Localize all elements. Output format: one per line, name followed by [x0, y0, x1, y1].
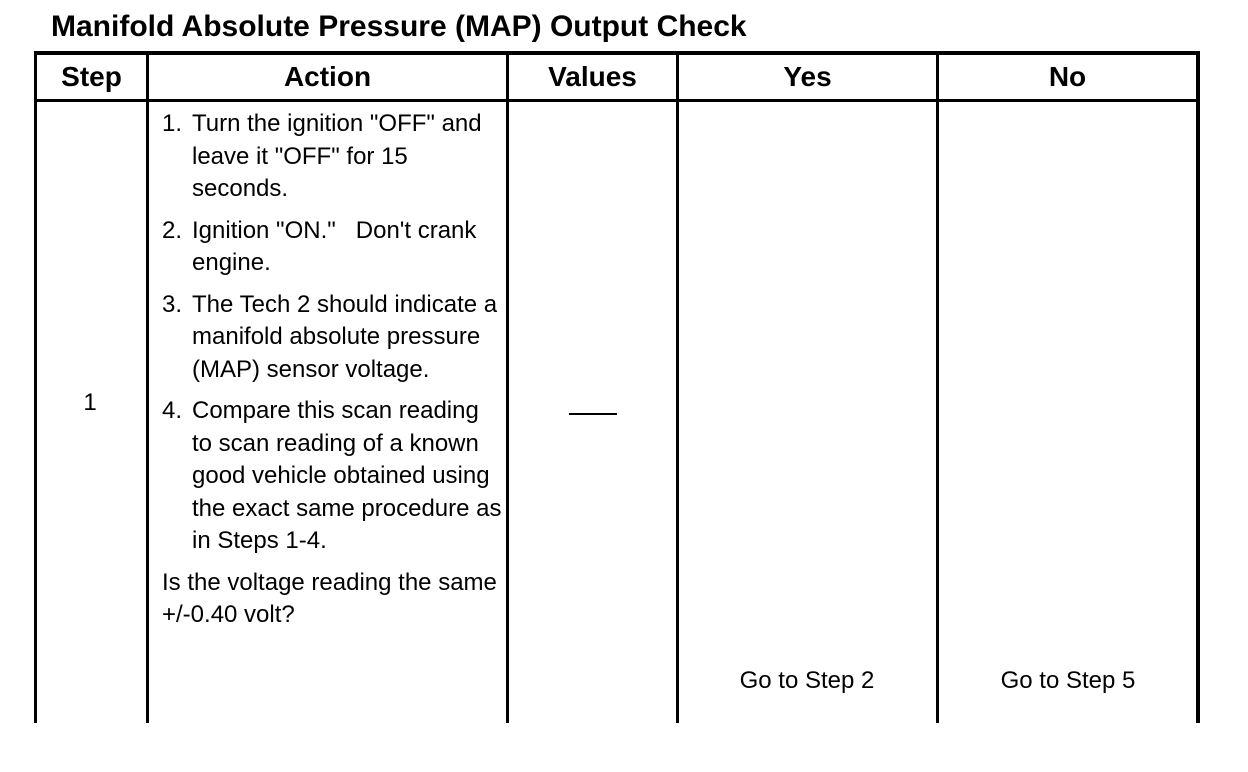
header-action: Action	[283, 61, 372, 92]
action-item-text: The Tech 2 should indicate a manifold absolute pressure (MAP) sensor voltage.	[192, 290, 498, 383]
action-item	[162, 108, 502, 206]
header-no: No	[1048, 61, 1087, 92]
action-item-number: 2.	[162, 216, 183, 244]
header-yes: Yes	[783, 61, 832, 92]
action-item-text: Compare this scan reading to scan reading of a known good vehicle obtained using the exact same procedure as in Steps 1-4.	[192, 397, 502, 554]
values-empty-dash	[569, 413, 617, 415]
action-item	[162, 289, 502, 387]
action-item	[162, 395, 502, 558]
step-number: 1	[83, 389, 97, 416]
column-divider	[146, 51, 149, 723]
action-item-text: Turn the ignition "OFF" and leave it "OFF" for 15 seconds.	[192, 110, 482, 202]
column-divider	[676, 51, 679, 723]
header-values: Values	[548, 61, 637, 92]
column-divider	[506, 51, 509, 723]
yes-result: Go to Step 2	[739, 667, 875, 694]
action-item-number: 1.	[162, 110, 183, 137]
action-list	[162, 108, 502, 558]
no-result: Go to Step 5	[1000, 667, 1136, 694]
column-divider	[936, 51, 939, 723]
diagnostic-table	[34, 51, 1200, 723]
page-title: Manifold Absolute Pressure (MAP) Output Check	[51, 10, 747, 43]
action-cell	[162, 108, 502, 632]
table-right-border	[1196, 51, 1200, 723]
action-item	[162, 215, 502, 280]
action-item-number: 3.	[162, 290, 183, 318]
header-step: Step	[61, 61, 122, 92]
action-question: Is the voltage reading the same +/-0.40 volt?	[162, 568, 497, 628]
action-item-number: 4.	[162, 397, 183, 424]
action-item-text: Ignition "ON." Don't crank engine.	[192, 216, 484, 276]
